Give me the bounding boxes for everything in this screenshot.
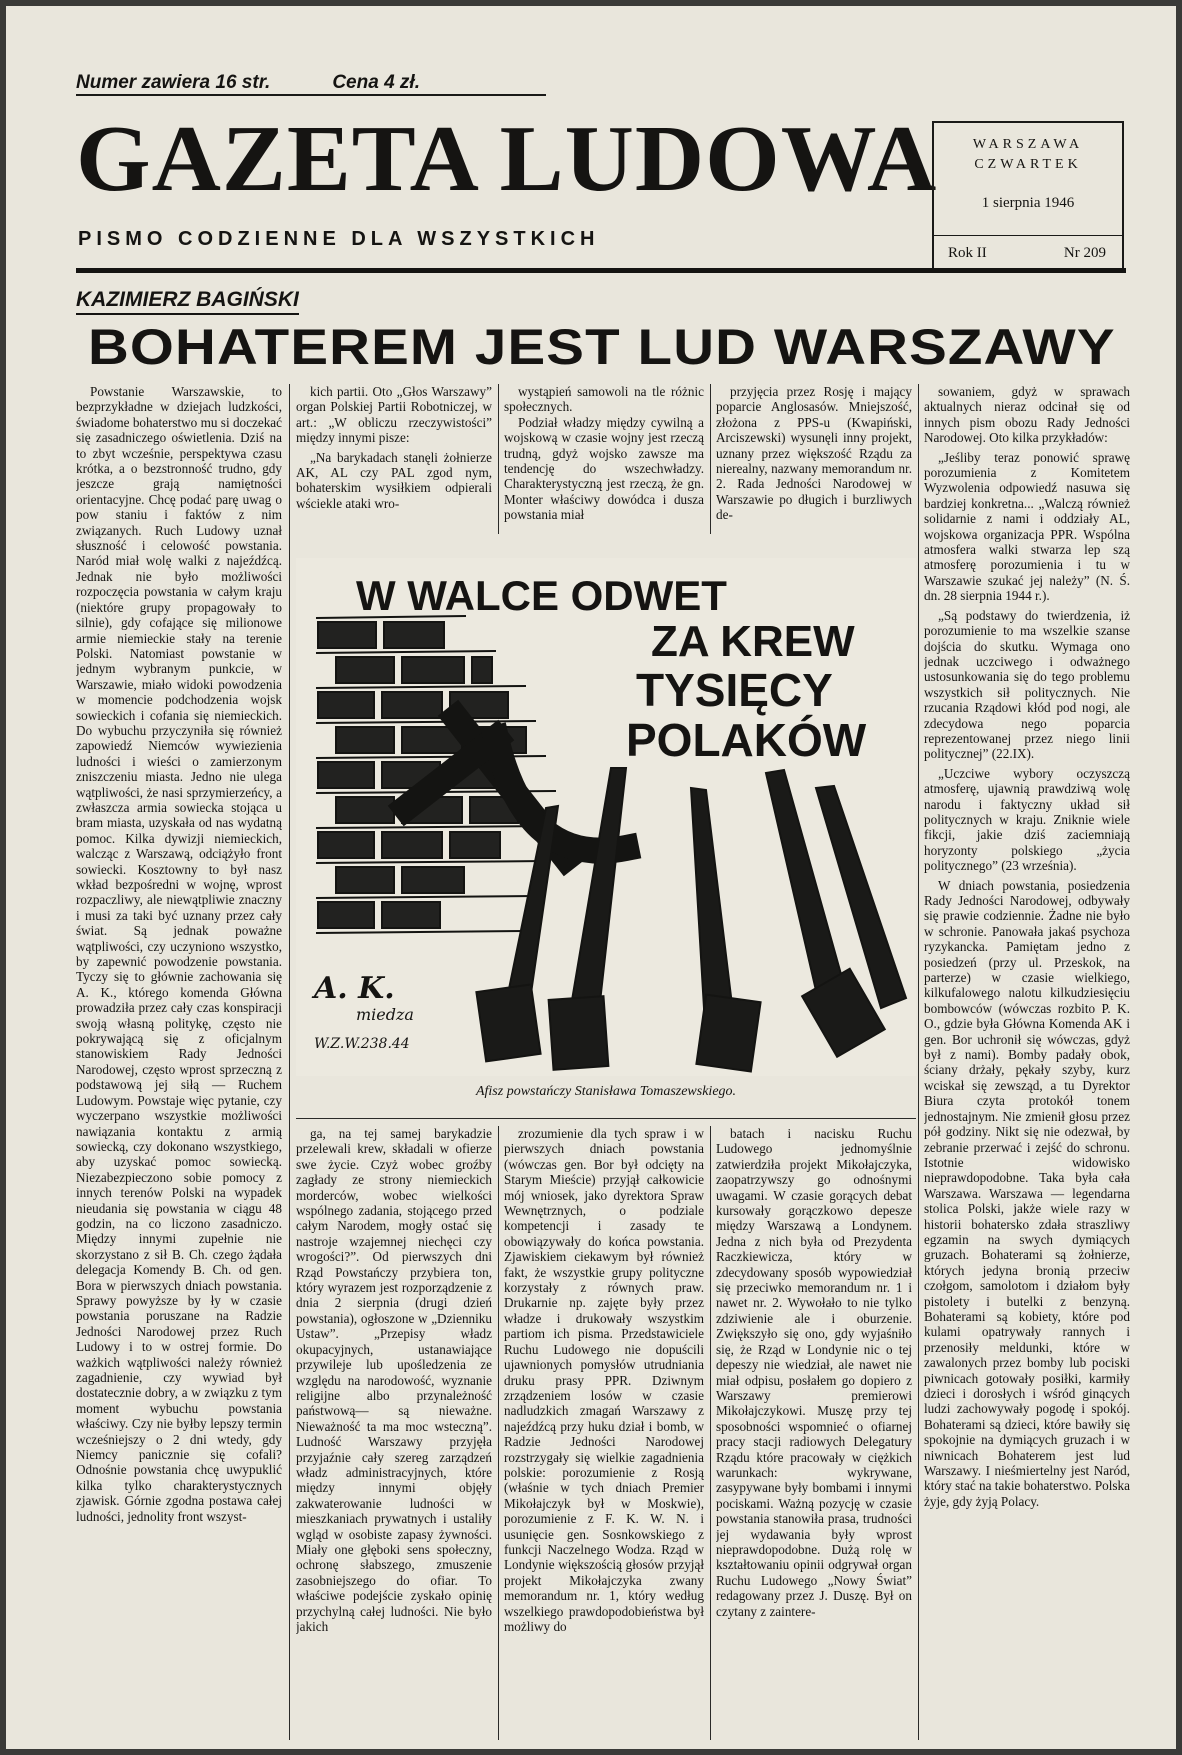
column-divider [289,384,290,1740]
column-text: zrozumienie dla tych spraw i w pierwszych dniach powstania (wówczas gen. Bor był odcięty na Starym Mieście) przyjął całkowicie mój wniosek, jako dyrektora Spraw Wewnętrznych, o podziale kompetencji i zasady te obowiązywały do końca powstania. Zjawiskiem ciekawym był również fakt, że wszystkie grupy polityczne korzystały z równych praw. Drukarnie np. zajęte były przez władze i drukowały wszystkim partiom ich pisma. Przedstawiciele Ruchu Ludowego nie dopuścili ujawnionych pomysłów utrudniania druku prasy PPR. Dziwnym zrządzeniem losów w czasie nadludzkich zmagań Warszawy z najeźdźcą przy huku dział i bomb, w Radzie Jedności Narodowej rozstrzygały się wielkie zagadnienia polskie: porozumienie z Rosją (właśnie w tych dniach Premier Mikołajczyk był w Moskwie), porozumienie z F. K. W. N. i usunięcie gen. Sosnkowskiego z funkcji Naczelnego Wodza. Rząd w Londynie większością głosów przyjął projekt Mikołajczyka zwany memorandum nr. 1, który według wszelkiego prawdopodobieństwa był możliwy do [504,1126,704,1634]
volume-year: Rok II [948,245,987,261]
issue-date: 1 sierpnia 1946 [981,195,1075,211]
top-info [76,72,420,94]
poster-signature-ak: A. K. [314,971,395,1006]
column-text: sowaniem, gdyż w sprawach aktualnych nieraz odcinał się od innych pism obozu Rady Jedności Narodowej. Oto kilka przykładów: [924,384,1130,446]
poster-slogan-line-4: POLAKÓW [626,714,867,766]
poster-illustration [296,558,916,1076]
masthead: GAZETA LUDOWA [76,107,938,211]
article-headline: BOHATEREM JEST LUD WARSZAWY [88,319,1116,375]
price: Cena 4 zł. [332,72,420,93]
column-text: batach i nacisku Ruchu Ludowego jednomyślnie zatwierdziła projekt Mikołajczyka, zaopatrzywszy go odnośnymi uwagami. W czasie gorących debat kursowały gorączkowo depesze między Warszawą a Londynem. Jedna z nich była od Prezydenta Raczkiewicza, który w zdecydowany sposób wypowiedział się przeciwko memorandum nr. 1 i nawet nr. 2. Wywołało to nie tylko zdziwienie ale i oburzenie. Zwiększyło się ono, gdy wyjaśniło się, że Rząd w Londynie nic o tej depeszy nie wiedział, ale nawet nie miał odpisu, posłałem go dopiero z Warszawy premierowi Mikołajczykowi. Muszę przy tej sposobności wspomnieć o ofiarnej pracy stacji radiowych Delegatury Rządu które pracowały w ciężkich warunkach: wykrywane, zasypywane były bombami i innymi pociskami. Ważną pozycję w czasie powstania stanowiła prasa, trudności jej wydawania były wprost nieprawdopodobne. Dużą rolę w kształtowaniu opinii odgrywał organ Ruchu Ludowego „Nowy Świat” redagowany przez J. Duszę. Był on czytany z zaintere- [716,1126,912,1619]
column-text: ga, na tej samej barykadzie przelewali krew, składali w ofierze swe życie. Czyż wobec groźby zagłady ze strony niemieckich morderców, wobec wielkości wspólnego zadania, stojącego przed całym Narodem, mogły ostać się nastroje wzajemnej niechęci czy wrogości?”. Od pierwszych dni Rząd Powstańczy przybiera ton, który wyrazem jest rozporządzenie z dnia 2 sierpnia (drugi dzień powstania), ogłoszone w „Dzienniku Ustaw”. „Przepisy władz okupacyjnych, ustanawiające przywileje lub upośledzenia ze względu na narodowość, wyznanie religijne albo przynależność państwową— są nieważne. Nieważność ta ma moc wsteczną”. Ludność Warszawy przyjęła przyjaźnie cały szereg zarządzeń władz administracyjnych, które między innymi objęły zakwaterowanie ludności w mieszkaniach prywatnych i ustaliły wgląd w osobiste zapasy żywności. Miały one głęboki sens społeczny, ochronę słabszego, zmuszenie zasobniejszego do ofiar. To właściwe podejście zyskało opinię przychylną całej ludności. Nie było jakich [296,1126,492,1634]
article-column-5 [924,384,1130,1740]
column-divider [710,384,711,534]
column-quote: „Są podstawy do twierdzenia, iż porozumienie to ma wszelkie szanse dojścia do skutku. Wymaga ono jednak uczciwego i odważnego ustosunkowania się do tego problemu wszystkich sił politycznych. Nie rzucania Rządowi kłód pod nogi, ale zdecydowa nego poparcia reprezentowanej przez niego linii politycznej” (22.IX). [924,607,1130,762]
newspaper-page [6,6,1176,1749]
date-box-divider [934,235,1122,236]
article-column-2-bottom [296,1126,492,1740]
poster-caption: Afisz powstańczy Stanisława Tomaszewskiego. [475,1084,737,1099]
tagline: PISMO CODZIENNE DLA WSZYSTKICH [78,228,600,250]
column-text: wystąpień samowoli na tle różnic społecznych. [504,384,704,415]
article-column-4-bottom [716,1126,912,1740]
masthead-rule [76,268,1126,273]
column-text: Powstanie Warszawskie, to bezprzykładne w dziejach ludzkości, świadome bohaterstwo mu si doczekać się zasadniczego oświetlenia. Dziś na to zbyt wcześnie, perspektywa czasu krótka, a o bezstronność trudno, gdy jeszcze grają namiętności orientacyjne. Chcę podać parę uwag o pow staniu i faktów z nim związanych. Ruch Ludowy uznał słuszność i celowość powstania. Naród miał wolę walki z najeźdźcą. Jednak nie było możliwości rozpoczęcia powstania w całym kraju (niektóre grupy propagowały to silnie), gdy cofające się milionowe armie niemieckie stały na terenie Polski. Natomiast powstanie w jednym wybranym punkcie, w Warszawie, miało widoki powodzenia w momencie podchodzenia wojsk sowieckich i cofania się niemieckich. Do wybuchu przyczyniła się również zapowiedź Niemców wywiezienia ludności i wieści o zamierzonym zniszczeniu miasta. Jedno nie ulega wątpliwości, że nasi sprzymierzeńcy, a zwłaszcza armia sowiecka stojąca u bram miasta, uzyskała od nas wydatną pomoc. Kilka dywizji niemieckich, walcząc z Warszawą, odciążyło front sowiecki. Kosztowny to był nasz wkład bezpośredni w wojnę, wprost rozpaczliwy, ale niewątpliwie znaczny i musi za taki być uznany przez cały świat. Są jednak poważne wątpliwości, czy uczyniono wszystko, by zapewnić powodzenie powstania. Tyczy się to głównie zachowania się A. K., którego komenda Główna prowadziła przez cały czas konspiracji swoją własną politykę, często nie pokrywającą się z oficjalnym stanowiskiem Rady Jedności Narodowej, często wprost sprzeczną z podstawową jej siłą — Ruchem Ludowym. Powstaje więc pytanie, czy wyczerpano wszystkie możliwości nawiązania kontaktu z armią sowiecką, czy dokonano wszystkiego, aby uzyskać pomoc sowiecką. Niezabezpieczono sobie pomocy z innych terenów Polski na wypadek nieudania się powstania w ciągu 48 godzin, na co liczono zasadniczo. Między innymi zupełnie nie skorzystano z sił B. Ch. czego żądała delegacja Komendy B. Ch. od gen. Bora w pierwszych dniach powstania. Sprawy powyższe by ły w czasie powstania poruszane na Radzie Jedności Narodowej przez Ruch Ludowy i to w ostrej formie. Do ważkich wątpliwości należy również zagadnienie, czy wywiad był dostatecznie dobry, a w związku z tym moment wybuchu powstania właściwy. Czy nie byłby lepszy termin wcześniejszy o 2 dni wtedy, gdy Niemcy panicznie się cofali? Odnośnie powstania chcę uwypuklić kilka tylko charakterystycznych zjawisk. Górnie zgodna postawa całej ludności, jednolity front wszyst- [76,384,282,1524]
city: WARSZAWA [972,137,1084,152]
issue-number: Nr 209 [1063,245,1106,261]
article-column-3-bottom [504,1126,704,1740]
column-divider [498,1126,499,1740]
poster-slogan-line-2: ZA KREW [651,617,855,666]
poster-slogan-line-3: TYSIĘCY [636,664,833,716]
poster-signature-code: W.Z.W.238.44 [314,1036,410,1052]
date-box [932,121,1124,270]
article-author: KAZIMIERZ BAGIŃSKI [76,288,299,315]
column-text: Podział władzy między cywilną a wojskową w czasie wojny jest rzeczą trudną, gdyż wojsko zawsze ma tendencję do wszechwładzy. Charakterystyczną jest rzeczą, że gn. Monter właściwy dowódca i dusza powstania miał [504,414,704,523]
column-quote: „Uczciwe wybory oczyszczą atmosferę, ujawnią prawdziwą wolę narodu i faktyczny układ sił politycznych w kraju. Zniknie wiele fikcji, jakie dziś zaciemniają horyzonty polskiego „życia politycznego” (23 września). [924,765,1130,874]
poster-slogan-line-1: W WALCE ODWET [356,572,727,619]
column-quote: „Jeśliby teraz ponowić sprawę porozumienia z Komitetem Wyzwolenia odpowiedź nasuwa się bardziej konkretna... „Walczą również solidarnie z nami i oddziały AL, wojskowa organizacja PPR. Wspólna atmosfera walki stwarza lep szą atmosferę porozumienia i tu w Warszawie szukać jej należy” (N. Ś. dn. 28 sierpnia 1944 r.). [924,449,1130,604]
article-column-2-top [296,384,492,534]
article-column-1 [76,384,282,1740]
article-column-3-top [504,384,704,534]
column-divider [918,384,919,1740]
top-rule [76,94,546,96]
page-count: Numer zawiera 16 str. [76,72,271,93]
column-quote: „Na barykadach stanęli żołnierze AK, AL czy PAL zgod nym, bohaterskim wysiłkiem odpierali wściekle ataki wro- [296,449,492,511]
column-divider [498,384,499,534]
weekday: CZWARTEK [974,157,1082,172]
column-divider [710,1126,711,1740]
column-text: kich partii. Oto „Głos Warszawy” organ Polskiej Partii Robotniczej, w art.: „W obliczu rzeczywistości” między innymi pisze: [296,384,492,446]
column-text: W dniach powstania, posiedzenia Rady Jedności Narodowej, odbywały się prawie codziennie. Żadne nie było w schronie. Panowała jakaś psychoza ryzykancka. Pamiętam jedno z posiedzeń (przy ul. Przeskok, na parterze) w czasie wielkiego, kilkufalowego nalotu kilkudziesięciu bombowców (wówczas rozbito P. K. O., gdzie była Główna Komenda AK i gen. Bor uchronił się wówczas, gdyż był z nami). Bomby padały obok, ściany drżały, pękały szyby, kurz wciskał się zewsząd, a tu Dyrektor Biura czyta protokół tonem jednostajnym. Nie zmienił głosu przez pół godziny. Nikt się nie odezwał, by zebranie przerwać i zejść do schronu. Istotnie widowisko nieprawdopodobne. Taka była cała Warszawa. Warszawa — legendarna stolica Polski, jakże wiele razy w historii bohatersko zdała straszliwy egzamin na swych dymiących gruzach. Bohaterami są żołnierze, których jedyna bronią przeciw czołgom, samolotom i działom były pistolety i butelki z benzyną. Bohaterami są kobiety, które pod kulami opatrywały rannych i przenosiły meldunki, które w zawalonych przez bomby lub pociski piwnicach gotowały posiłki, karmiły dzieci i dorosłych i wśród ginących ludzi zachowywały pogodę i spokój. Bohaterami są dzieci, które bawiły się spokojnie na dymiących gruzach i w niwnicach Bohaterem jest lud Warszawy. I nieśmiertelny jest Naród, który stać na takie bohaterstwo. Polska żyje, gdy żyją Polacy. [924,877,1130,1509]
article-column-4-top [716,384,912,534]
column-text: przyjęcia przez Rosję i mający poparcie Anglosasów. Mniejszość, złożona z PPS-u (Kwapiński, Arciszewski) wysunęli inny projekt, uznany przez większość Rządu za nierealny, nazwany memorandum nr. 2. Rada Jedności Narodowej w Warszawie po długich i burzliwych de- [716,384,912,523]
caption-rule [296,1118,916,1119]
poster-signature-name: miedza [356,1005,414,1024]
